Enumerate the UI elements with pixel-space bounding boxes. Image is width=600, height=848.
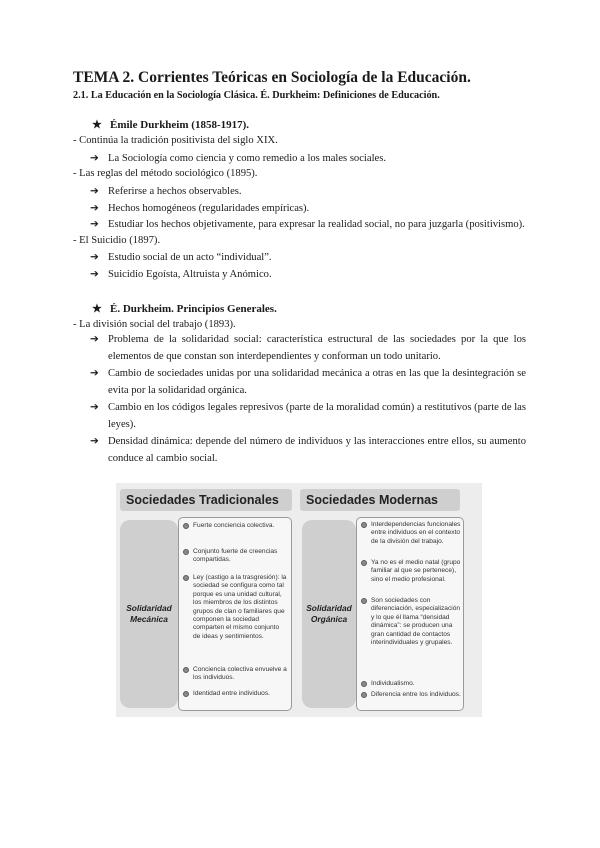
arrow-bullet-icon: ➔ bbox=[90, 219, 99, 230]
arrow-bullet-icon: ➔ bbox=[90, 153, 99, 164]
arrow-bullet-icon: ➔ bbox=[90, 269, 99, 280]
list-item: ➔ Problema de la solidaridad social: característica estructural de las sociedades por la que los elementos de que constan son interdependientes y conforman un todo unitario. bbox=[90, 334, 526, 362]
list-item: ➔ Estudio social de un acto “individual”. bbox=[90, 252, 272, 263]
arrow-bullet-icon: ➔ bbox=[90, 252, 99, 263]
list-item: Conjunto fuerte de creencias compartidas. bbox=[183, 548, 287, 565]
section-heading-durkheim: ★ Émile Durkheim (1858-1917). bbox=[92, 119, 250, 131]
star-bullet-icon: ★ bbox=[92, 119, 102, 131]
arrow-bullet-icon: ➔ bbox=[90, 186, 99, 197]
list-item: - El Suicidio (1897). bbox=[73, 235, 161, 246]
mechanical-solidarity-label: Solidaridad Mecánica bbox=[120, 520, 178, 708]
list-item: ➔ Densidad dinámica: depende del número de individuos y las interacciones entre ellos, su aumento conduce al cambio social. bbox=[90, 436, 526, 464]
bullet-dot-icon bbox=[183, 691, 189, 697]
page-subtitle: 2.1. La Educación en la Sociología Clásica. É. Durkheim: Definiciones de Educación. bbox=[73, 90, 440, 101]
list-item: Conciencia colectiva envuelve a los individuos. bbox=[183, 666, 287, 683]
list-item: - La división social del trabajo (1893). bbox=[73, 319, 236, 330]
solidarity-diagram bbox=[116, 483, 482, 717]
arrow-bullet-icon: ➔ bbox=[90, 203, 99, 214]
list-item: ➔ Hechos homogéneos (regularidades empíricas). bbox=[90, 203, 310, 214]
bullet-dot-icon bbox=[183, 523, 189, 529]
bullet-dot-icon bbox=[361, 522, 367, 528]
arrow-bullet-icon: ➔ bbox=[90, 368, 99, 379]
modern-societies-header: Sociedades Modernas bbox=[300, 489, 460, 511]
list-item: ➔ La Sociología como ciencia y como remedio a los males sociales. bbox=[90, 153, 386, 164]
bullet-dot-icon bbox=[361, 560, 367, 566]
list-item: - Continúa la tradición positivista del siglo XIX. bbox=[73, 135, 278, 146]
arrow-bullet-icon: ➔ bbox=[90, 402, 99, 413]
arrow-bullet-icon: ➔ bbox=[90, 436, 99, 447]
traditional-bullets-box bbox=[178, 517, 292, 711]
traditional-societies-header: Sociedades Tradicionales bbox=[120, 489, 292, 511]
list-item: - Las reglas del método sociológico (1895). bbox=[73, 168, 258, 179]
list-item: ➔ Cambio en los códigos legales represivos (parte de la moralidad común) a restitutivos (parte de las leyes). bbox=[90, 402, 526, 430]
bullet-dot-icon bbox=[361, 598, 367, 604]
list-item: Fuerte conciencia colectiva. bbox=[183, 522, 287, 530]
list-item: Ley (castigo a la trasgresión): la sociedad se configura como tal porque es una unidad cultural, los miembros de los distintos grupos de clan o familiares que componen la sociedad comparten el mismo conjunto de ideas y sentimientos. bbox=[183, 574, 287, 641]
bullet-dot-icon bbox=[361, 692, 367, 698]
list-item: ➔ Cambio de sociedades unidas por una solidaridad mecánica a otras en las que la desintegración se evita por la solidaridad orgánica. bbox=[90, 368, 526, 396]
section-heading-principios: ★ É. Durkheim. Principios Generales. bbox=[92, 303, 277, 315]
arrow-bullet-icon: ➔ bbox=[90, 334, 99, 345]
bullet-dot-icon bbox=[183, 667, 189, 673]
list-item: Identidad entre individuos. bbox=[183, 690, 287, 698]
list-item: ➔ Referirse a hechos observables. bbox=[90, 186, 242, 197]
list-item: Son sociedades con diferenciación, especialización y lo que él llama “densidad dinámica”: se producen una gran cantidad de contactos interindividuales y grupales. bbox=[361, 597, 461, 647]
list-item: ➔ Estudiar los hechos objetivamente, para expresar la realidad social, no para juzgarla (positivismo). bbox=[90, 219, 525, 230]
modern-bullets-box bbox=[356, 517, 464, 711]
list-item: Individualismo. bbox=[361, 680, 461, 688]
star-bullet-icon: ★ bbox=[92, 303, 102, 315]
bullet-dot-icon bbox=[361, 681, 367, 687]
list-item: Diferencia entre los individuos. bbox=[361, 691, 461, 699]
list-item: Interdependencias funcionales entre individuos en el contexto de la división del trabajo. bbox=[361, 521, 461, 546]
bullet-dot-icon bbox=[183, 549, 189, 555]
list-item: ➔ Suicidio Egoísta, Altruista y Anómico. bbox=[90, 269, 272, 280]
list-item: Ya no es el medio natal (grupo familiar al que se pertenece), sino el medio profesional. bbox=[361, 559, 461, 584]
bullet-dot-icon bbox=[183, 575, 189, 581]
page-title: TEMA 2. Corrientes Teóricas en Sociología de la Educación. bbox=[73, 69, 471, 86]
organic-solidarity-label: Solidaridad Orgánica bbox=[302, 520, 356, 708]
